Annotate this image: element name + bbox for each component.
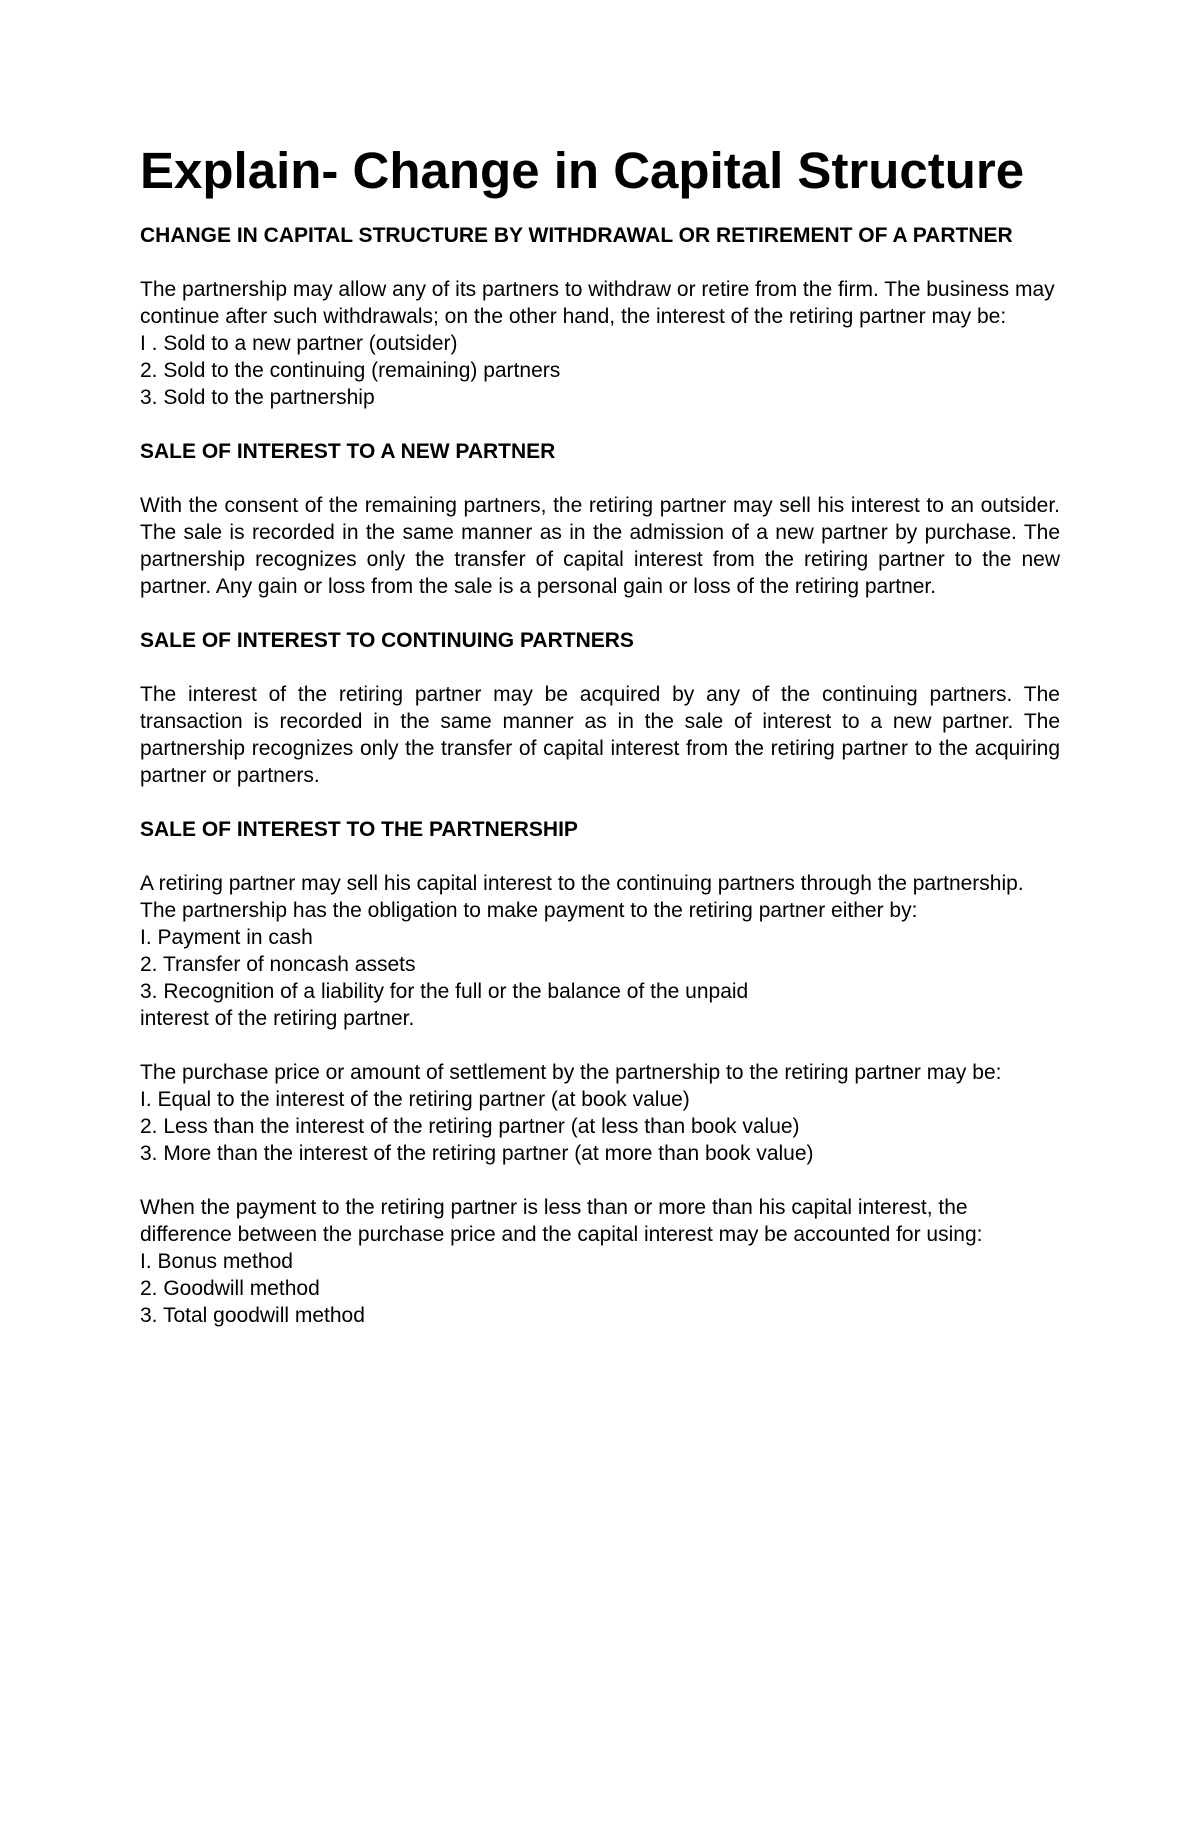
list-item: 3. Total goodwill method — [140, 1304, 365, 1327]
list-item: I. Equal to the interest of the retiring partner (at book value) — [140, 1088, 690, 1111]
list-item: I. Payment in cash — [140, 926, 313, 949]
list-item: 3. Recognition of a liability for the full or the balance of the unpaid — [140, 980, 749, 1003]
purchase-price-intro: The purchase price or amount of settlement by the partnership to the retiring partner may be: — [140, 1061, 1002, 1084]
list-item: interest of the retiring partner. — [140, 1007, 415, 1030]
partnership-paragraph — [140, 870, 1060, 1032]
methods-paragraph — [140, 1194, 1060, 1329]
list-item: I . Sold to a new partner (outsider) — [140, 332, 458, 355]
continuing-partners-paragraph: The interest of the retiring partner may be acquired by any of the continuing partners. The transaction is recorded in the same manner as in the sale of interest to a new partner. The partnership recognizes only the transfer of capital interest from the retiring partner to the acquiring partner or partners. — [140, 683, 1060, 787]
purchase-price-paragraph — [140, 1059, 1060, 1167]
list-item: 2. Sold to the continuing (remaining) partners — [140, 359, 561, 382]
list-item: 2. Transfer of noncash assets — [140, 953, 416, 976]
new-partner-paragraph: With the consent of the remaining partners, the retiring partner may sell his interest to an outsider. The sale is recorded in the same manner as in the admission of a new partner by purchase. The partnership recognizes only the transfer of capital interest from the retiring partner to the new partner. Any gain or loss from the sale is a personal gain or loss of the retiring partner. — [140, 494, 1060, 598]
methods-intro: When the payment to the retiring partner is less than or more than his capital interest, the difference between the purchase price and the capital interest may be accounted for using: — [140, 1196, 983, 1246]
section-heading-withdrawal: CHANGE IN CAPITAL STRUCTURE BY WITHDRAWAL OR RETIREMENT OF A PARTNER — [140, 224, 1013, 247]
list-item: I. Bonus method — [140, 1250, 293, 1273]
list-item: 2. Goodwill method — [140, 1277, 320, 1300]
page-title: Explain- Change in Capital Structure — [140, 142, 1025, 199]
list-item: 3. More than the interest of the retiring partner (at more than book value) — [140, 1142, 814, 1165]
withdrawal-intro: The partnership may allow any of its partners to withdraw or retire from the firm. The business may continue after such withdrawals; on the other hand, the interest of the retiring partner may be: — [140, 278, 1055, 328]
list-item: 2. Less than the interest of the retiring partner (at less than book value) — [140, 1115, 800, 1138]
section-heading-new-partner: SALE OF INTEREST TO A NEW PARTNER — [140, 440, 556, 463]
section-heading-continuing-partners: SALE OF INTEREST TO CONTINUING PARTNERS — [140, 629, 634, 652]
partnership-intro: A retiring partner may sell his capital interest to the continuing partners through the partnership. The partnership has the obligation to make payment to the retiring partner either by: — [140, 872, 1024, 922]
withdrawal-paragraph — [140, 276, 1060, 411]
section-heading-partnership: SALE OF INTEREST TO THE PARTNERSHIP — [140, 818, 578, 841]
list-item: 3. Sold to the partnership — [140, 386, 375, 409]
